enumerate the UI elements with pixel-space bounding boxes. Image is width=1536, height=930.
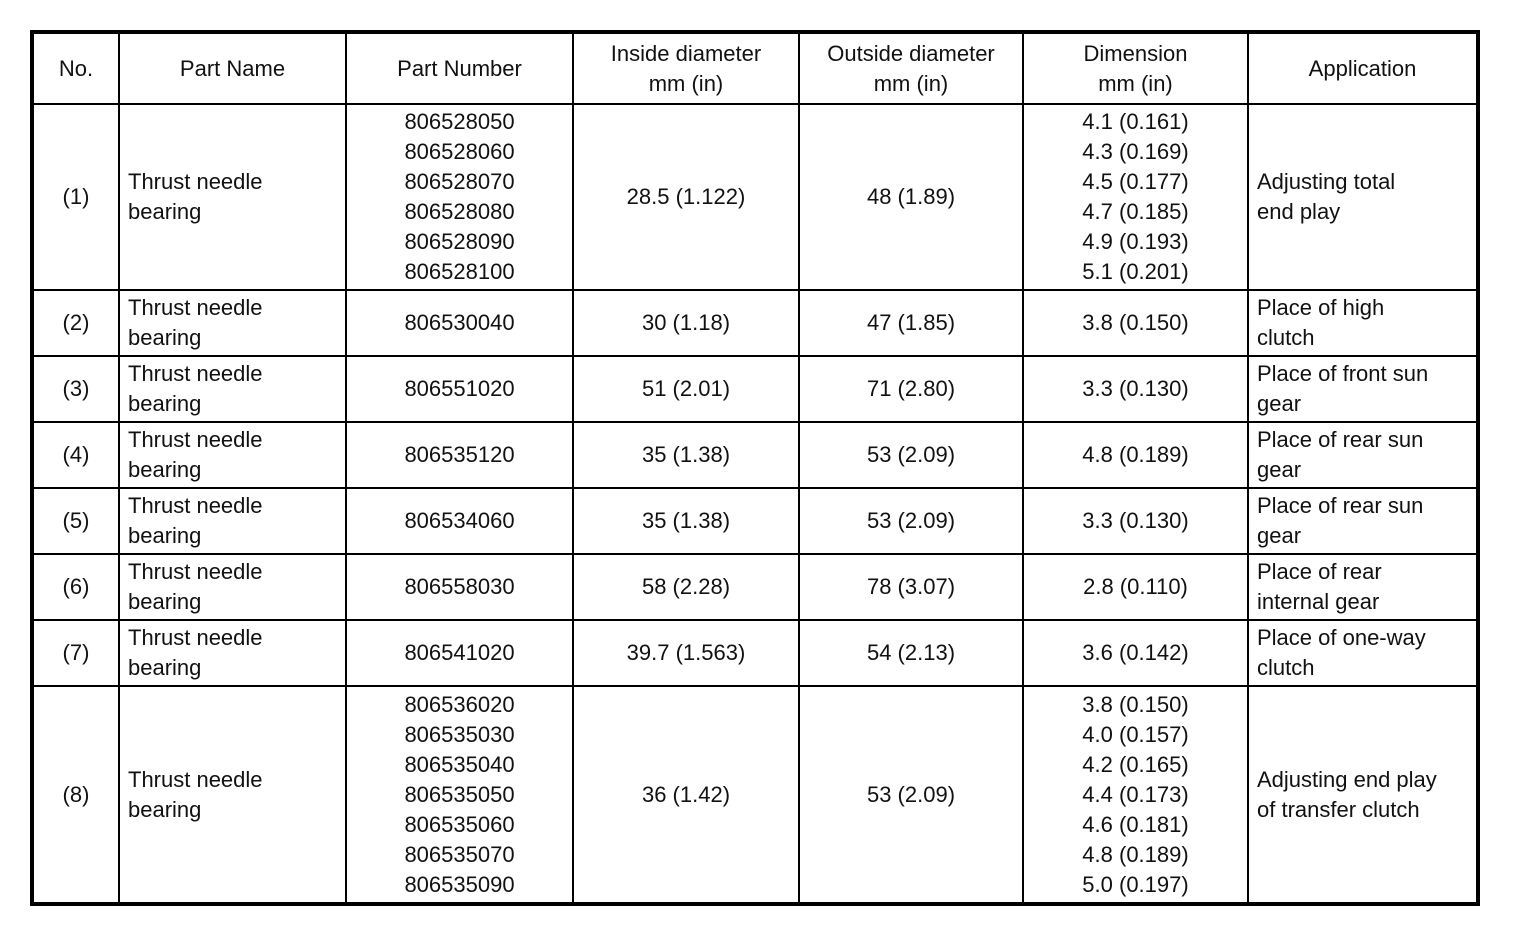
application-line: Adjusting end play bbox=[1257, 766, 1437, 792]
row-number: (7) bbox=[32, 620, 119, 686]
row-number: (5) bbox=[32, 488, 119, 554]
thrust-bearing-table bbox=[30, 30, 1480, 906]
part-name-line: Thrust needle bbox=[128, 625, 263, 650]
outside-diameter: 48 (1.89) bbox=[799, 104, 1023, 290]
application bbox=[1248, 488, 1478, 554]
part-numbers bbox=[346, 422, 573, 488]
table-row bbox=[32, 104, 1478, 290]
part-numbers-line: 806528090 bbox=[404, 229, 515, 254]
dimensions-line: 5.0 (0.197) bbox=[1082, 871, 1189, 897]
part-name-line: Thrust needle bbox=[128, 427, 263, 452]
dimensions-line: 4.9 (0.193) bbox=[1082, 229, 1189, 254]
dimensions bbox=[1023, 686, 1248, 904]
table-row bbox=[32, 686, 1478, 904]
outside-diameter: 78 (3.07) bbox=[799, 554, 1023, 620]
application-line: gear bbox=[1257, 457, 1302, 482]
dimensions bbox=[1023, 290, 1248, 356]
application-line: Place of front sun bbox=[1257, 361, 1429, 386]
part-name-line: Thrust needle bbox=[128, 361, 263, 386]
application bbox=[1248, 422, 1478, 488]
dimensions bbox=[1023, 356, 1248, 422]
part-name bbox=[119, 290, 346, 356]
part-name-line: bearing bbox=[128, 589, 202, 614]
header-application: Application bbox=[1248, 32, 1478, 104]
part-numbers bbox=[346, 104, 573, 290]
application-line: Place of rear sun bbox=[1257, 427, 1424, 452]
part-numbers bbox=[346, 356, 573, 422]
part-numbers-line: 806528060 bbox=[404, 139, 515, 164]
table-row bbox=[32, 554, 1478, 620]
part-numbers bbox=[346, 686, 573, 904]
part-name-line: bearing bbox=[128, 523, 202, 548]
table-row bbox=[32, 620, 1478, 686]
outside-diameter: 53 (2.09) bbox=[799, 488, 1023, 554]
row-number: (4) bbox=[32, 422, 119, 488]
header-dimension bbox=[1023, 32, 1248, 104]
part-numbers-line: 806535120 bbox=[404, 442, 515, 467]
dimensions-line: 4.6 (0.181) bbox=[1082, 811, 1189, 837]
part-numbers-line: 806558030 bbox=[404, 574, 515, 599]
part-numbers-line: 806535030 bbox=[404, 721, 515, 747]
header-part-name: Part Name bbox=[119, 32, 346, 104]
dimensions-line: 4.8 (0.189) bbox=[1082, 442, 1189, 467]
row-number: (8) bbox=[32, 686, 119, 904]
inside-diameter: 51 (2.01) bbox=[573, 356, 799, 422]
application-line: gear bbox=[1257, 391, 1302, 416]
dimensions bbox=[1023, 104, 1248, 290]
part-numbers-line: 806535050 bbox=[404, 781, 515, 807]
part-numbers-line: 806528050 bbox=[404, 109, 515, 134]
dimensions-line: 4.3 (0.169) bbox=[1082, 139, 1189, 164]
table-row bbox=[32, 356, 1478, 422]
table-row bbox=[32, 422, 1478, 488]
part-numbers-line: 806528080 bbox=[404, 199, 515, 224]
part-name-line: Thrust needle bbox=[128, 295, 263, 320]
dimensions bbox=[1023, 620, 1248, 686]
inside-diameter: 35 (1.38) bbox=[573, 488, 799, 554]
part-numbers-line: 806535090 bbox=[404, 871, 515, 897]
header-line: mm (in) bbox=[873, 70, 949, 96]
inside-diameter: 30 (1.18) bbox=[573, 290, 799, 356]
part-name bbox=[119, 620, 346, 686]
application-line: Adjusting total bbox=[1257, 169, 1396, 194]
header-line: Outside diameter bbox=[827, 40, 995, 66]
dimensions-line: 2.8 (0.110) bbox=[1083, 574, 1188, 599]
dimensions-line: 5.1 (0.201) bbox=[1082, 259, 1189, 284]
part-name-line: bearing bbox=[128, 655, 202, 680]
part-numbers-line: 806535040 bbox=[404, 751, 515, 777]
dimensions-line: 4.5 (0.177) bbox=[1082, 169, 1189, 194]
part-name bbox=[119, 554, 346, 620]
application bbox=[1248, 686, 1478, 904]
application bbox=[1248, 554, 1478, 620]
table-row bbox=[32, 290, 1478, 356]
outside-diameter: 54 (2.13) bbox=[799, 620, 1023, 686]
application bbox=[1248, 290, 1478, 356]
row-number: (6) bbox=[32, 554, 119, 620]
part-name bbox=[119, 104, 346, 290]
part-numbers bbox=[346, 554, 573, 620]
dimensions-line: 4.2 (0.165) bbox=[1082, 751, 1189, 777]
dimensions bbox=[1023, 422, 1248, 488]
application-line: Place of rear sun bbox=[1257, 493, 1424, 518]
application-line: internal gear bbox=[1257, 589, 1380, 614]
inside-diameter: 35 (1.38) bbox=[573, 422, 799, 488]
part-name-line: Thrust needle bbox=[128, 493, 263, 518]
header-outside-diameter bbox=[799, 32, 1023, 104]
part-numbers-line: 806535070 bbox=[404, 841, 515, 867]
part-numbers bbox=[346, 488, 573, 554]
dimensions-line: 4.0 (0.157) bbox=[1082, 721, 1189, 747]
application-line: Place of rear bbox=[1257, 559, 1382, 584]
outside-diameter: 47 (1.85) bbox=[799, 290, 1023, 356]
part-name-line: bearing bbox=[128, 325, 202, 350]
dimensions-line: 4.8 (0.189) bbox=[1082, 841, 1189, 867]
outside-diameter: 53 (2.09) bbox=[799, 422, 1023, 488]
application-line: clutch bbox=[1257, 325, 1315, 350]
part-name-line: Thrust needle bbox=[128, 559, 263, 584]
dimensions-line: 4.4 (0.173) bbox=[1082, 781, 1189, 807]
dimensions-line: 4.1 (0.161) bbox=[1082, 109, 1189, 134]
header-line: mm (in) bbox=[1098, 70, 1173, 96]
dimensions-line: 3.3 (0.130) bbox=[1082, 376, 1189, 401]
row-number: (2) bbox=[32, 290, 119, 356]
part-name bbox=[119, 422, 346, 488]
header-line: Inside diameter bbox=[610, 40, 762, 66]
header-line: mm (in) bbox=[648, 70, 724, 96]
application-line: gear bbox=[1257, 523, 1302, 548]
part-numbers-line: 806528070 bbox=[404, 169, 515, 194]
header-part-number: Part Number bbox=[346, 32, 573, 104]
application-line: end play bbox=[1257, 199, 1341, 224]
part-numbers-line: 806551020 bbox=[404, 376, 515, 401]
row-number: (3) bbox=[32, 356, 119, 422]
part-name-line: Thrust needle bbox=[128, 766, 263, 792]
dimensions-line: 4.7 (0.185) bbox=[1082, 199, 1189, 224]
application-line: clutch bbox=[1257, 655, 1315, 680]
part-numbers-line: 806530040 bbox=[404, 310, 515, 335]
table-row bbox=[32, 488, 1478, 554]
dimensions bbox=[1023, 554, 1248, 620]
application-line: Place of high bbox=[1257, 295, 1385, 320]
inside-diameter: 28.5 (1.122) bbox=[573, 104, 799, 290]
part-name-line: bearing bbox=[128, 457, 202, 482]
part-numbers bbox=[346, 620, 573, 686]
outside-diameter: 71 (2.80) bbox=[799, 356, 1023, 422]
application bbox=[1248, 104, 1478, 290]
inside-diameter: 39.7 (1.563) bbox=[573, 620, 799, 686]
dimensions-line: 3.8 (0.150) bbox=[1082, 691, 1189, 717]
dimensions-line: 3.3 (0.130) bbox=[1082, 508, 1189, 533]
inside-diameter: 36 (1.42) bbox=[573, 686, 799, 904]
part-numbers-line: 806534060 bbox=[404, 508, 515, 533]
application bbox=[1248, 356, 1478, 422]
bearing-spec-table-wrapper bbox=[30, 30, 1476, 904]
part-numbers-line: 806528100 bbox=[404, 259, 515, 284]
part-numbers bbox=[346, 290, 573, 356]
part-name-line: bearing bbox=[128, 796, 202, 822]
dimensions-line: 3.6 (0.142) bbox=[1082, 640, 1189, 665]
part-name bbox=[119, 686, 346, 904]
part-name-line: Thrust needle bbox=[128, 169, 263, 194]
dimensions-line: 3.8 (0.150) bbox=[1082, 310, 1189, 335]
part-numbers-line: 806536020 bbox=[404, 691, 515, 717]
inside-diameter: 58 (2.28) bbox=[573, 554, 799, 620]
part-name bbox=[119, 488, 346, 554]
header-line: Dimension bbox=[1083, 40, 1188, 66]
part-name-line: bearing bbox=[128, 391, 202, 416]
header-row bbox=[32, 32, 1478, 104]
part-name-line: bearing bbox=[128, 199, 202, 224]
dimensions bbox=[1023, 488, 1248, 554]
application-line: Place of one-way bbox=[1257, 625, 1426, 650]
application-line: of transfer clutch bbox=[1257, 796, 1420, 822]
header-inside-diameter bbox=[573, 32, 799, 104]
outside-diameter: 53 (2.09) bbox=[799, 686, 1023, 904]
row-number: (1) bbox=[32, 104, 119, 290]
application bbox=[1248, 620, 1478, 686]
part-numbers-line: 806541020 bbox=[404, 640, 515, 665]
header-no: No. bbox=[32, 32, 119, 104]
part-numbers-line: 806535060 bbox=[404, 811, 515, 837]
part-name bbox=[119, 356, 346, 422]
